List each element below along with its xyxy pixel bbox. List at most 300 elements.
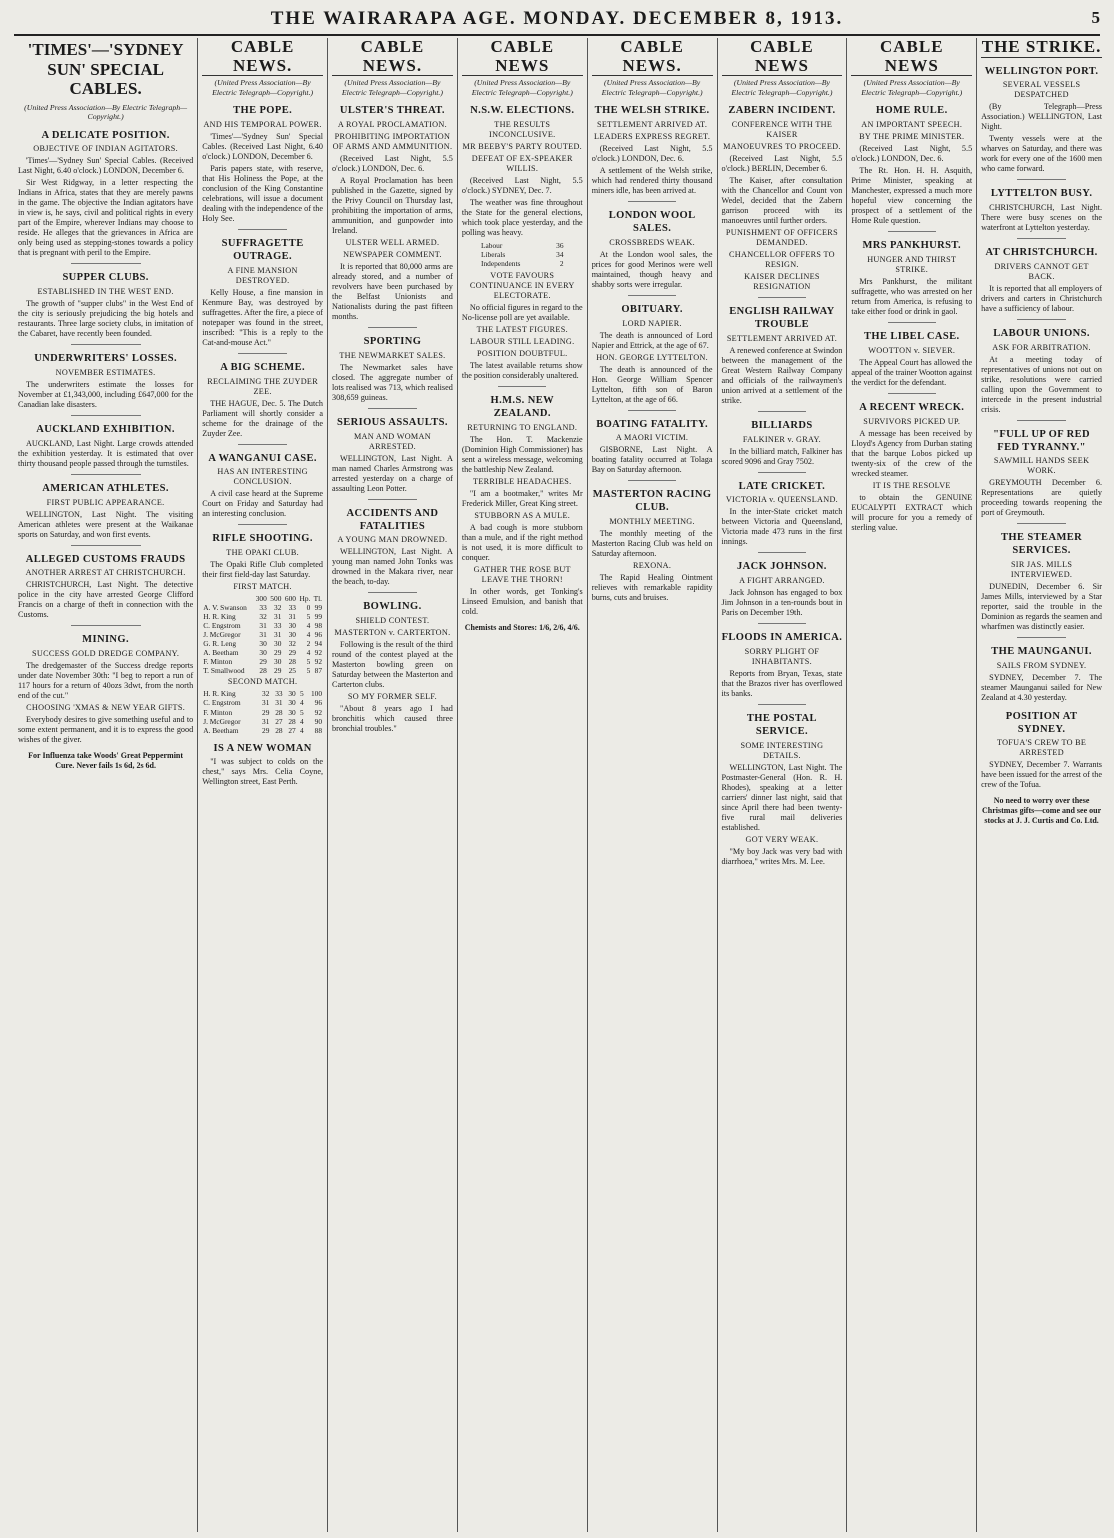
table-cell: 5 <box>299 707 304 717</box>
table-row <box>202 726 323 735</box>
table-row <box>202 717 323 726</box>
article-subheading: A ROYAL PROCLAMATION. <box>337 120 447 130</box>
table-cell: 33 <box>259 603 267 613</box>
table-cell: 90 <box>314 716 323 726</box>
article-paragraph: DUNEDIN, December 6. Sir James Mills, interviewed by a Star reporter, said the trouble in the Dominion as regards the seamen and wharfmen was distinctly easier. <box>981 582 1102 632</box>
column-3 <box>328 38 458 1532</box>
article-paragraph: The Rt. Hon. H. H. Asquith, Prime Minister, speaking at Manchester, expressed a much more hopeful view concerning the prospect of a settlement of the Home Rule question. <box>851 166 973 226</box>
article-paragraph: A settlement of the Welsh strike, which had rendered thirty thousand miners idle, has been arrived at. <box>591 166 713 196</box>
article-paragraph: CHRISTCHURCH, Last Night. There were busy scenes on the waterfront at Lyttelton yesterday. <box>981 203 1102 233</box>
table-cell: 99 <box>314 612 323 622</box>
table-cell: 88 <box>314 725 323 735</box>
table-row <box>202 612 323 621</box>
article-subheading: SHIELD CONTEST. <box>355 616 430 626</box>
article-paragraph: At the London wool sales, the prices for good Merinos were well maintained, though heavy and shabby sorts were irregular. <box>591 249 713 289</box>
credit-line: (United Press Association—By Electric Telegraph—Copyright.) <box>731 78 833 97</box>
article-heading: IS A NEW WOMAN <box>213 742 312 754</box>
article-paragraph: (Received Last Night, 5.5 o'clock.) LONDON, Dec. 6. <box>851 144 973 164</box>
article-paragraph: SYDNEY, December 7. Warrants have been issued for the arrest of the crew of the Tofua. <box>981 760 1102 790</box>
column-6 <box>718 38 848 1532</box>
table-cell: 100 <box>310 689 323 699</box>
column-8 <box>977 38 1106 1532</box>
article-heading: ZABERN INCIDENT. <box>728 105 836 117</box>
article-heading: RIFLE SHOOTING. <box>212 533 313 545</box>
article-heading: AMERICAN ATHLETES. <box>42 482 169 494</box>
article-heading: A BIG SCHEME. <box>220 361 306 373</box>
article-subheading: BY THE PRIME MINISTER. <box>859 132 965 142</box>
article-subheading: DEFEAT OF EX-SPEAKER WILLIS. <box>471 154 573 174</box>
article-paragraph: In the billiard match, Falkiner has scored 9096 and Gray 7502. <box>721 446 843 466</box>
advertisement: Chemists and Stores: 1/6, 2/6, 4/6. <box>464 622 580 632</box>
article-subheading: OBJECTIVE OF INDIAN AGITATORS. <box>33 144 178 154</box>
table-cell: 87 <box>314 666 323 676</box>
article-subheading: REXONA. <box>632 560 672 570</box>
table-cell: 92 <box>314 707 323 717</box>
article-heading: LABOUR UNIONS. <box>993 328 1090 340</box>
table-cell: 28 <box>288 657 296 667</box>
article-paragraph: A renewed conference at Swindon between the management of the Great Western Railway Company and officials of the railwaymen's union arrived at a settlement of the strike. <box>721 345 843 405</box>
divider <box>1017 238 1065 239</box>
table-row <box>202 657 323 666</box>
article-subheading: PROHIBITING IMPORTATION OF ARMS AND AMMUNITION. <box>332 132 453 152</box>
divider <box>238 353 286 354</box>
table-cell: 33 <box>274 621 282 631</box>
table-cell: 29 <box>259 657 267 667</box>
article-heading: A WANGANUI CASE. <box>208 452 317 464</box>
divider <box>1017 319 1065 320</box>
divider <box>71 625 141 626</box>
divider <box>758 623 806 624</box>
article-heading: A DELICATE POSITION. <box>41 129 170 141</box>
table-cell: 27 <box>275 716 283 726</box>
article-heading: SPORTING <box>363 336 422 348</box>
table-cell: J. McGregor <box>203 630 241 640</box>
article-paragraph: GREYMOUTH December 6. Representations are quietly proceeding towards reopening the port of Greymouth. <box>981 478 1102 518</box>
table-row <box>202 603 323 612</box>
article-subheading: LEADERS EXPRESS REGRET. <box>594 132 711 142</box>
article-subheading: SURVIVORS PICKED UP. <box>863 416 961 426</box>
article-heading: MASTERTON RACING CLUB. <box>592 489 712 514</box>
credit-line: (United Press Association—By Electric Telegraph—Copyright.) <box>601 78 703 97</box>
article-paragraph: No official figures in regard to the No-license poll are yet available. <box>461 303 583 323</box>
article-heading: JACK JOHNSON. <box>737 561 827 573</box>
table-cell: 32 <box>262 689 270 699</box>
article-heading: LATE CRICKET. <box>738 480 826 492</box>
table-cell: 28 <box>288 716 296 726</box>
article-paragraph: WELLINGTON, Last Night. The Postmaster-General (Hon. R. H. Rhodes), speaking at a letter carriers' dinner last night, said that since April there had been twenty-five rural mail deliveries established. <box>721 762 843 832</box>
article-paragraph: (By Telegraph—Press Association.) WELLINGTON, Last Night. <box>981 102 1102 132</box>
table-cell: 2 <box>306 639 311 649</box>
article-subheading: IT IS THE RESOLVE <box>872 480 951 490</box>
divider <box>71 545 141 546</box>
article-heading: MRS PANKHURST. <box>862 240 962 252</box>
table-cell: 29 <box>274 648 282 658</box>
table-cell: 4 <box>306 630 311 640</box>
divider <box>628 410 676 411</box>
article-subheading: THE NEWMARKET SALES. <box>339 350 446 360</box>
article-heading: N.S.W. ELECTIONS. <box>470 105 575 117</box>
table-cell: 2 <box>559 259 564 269</box>
table-header-cell <box>202 594 253 603</box>
article-heading: ENGLISH RAILWAY TROUBLE <box>729 306 835 330</box>
table-cell: 30 <box>288 698 296 708</box>
divider <box>758 472 806 473</box>
article-heading: LYTTELTON BUSY. <box>990 188 1093 200</box>
table-cell: 33 <box>275 689 283 699</box>
table-cell: 33 <box>288 603 296 613</box>
table-cell: 31 <box>274 630 282 640</box>
article-subheading: TOFUA'S CREW TO BE ARRESTED <box>996 738 1087 758</box>
table-cell: H. R. King <box>203 612 236 622</box>
table-cell: 31 <box>259 621 267 631</box>
article-subheading: ANOTHER ARREST AT CHRISTCHURCH. <box>25 568 186 578</box>
divider <box>71 263 141 264</box>
table-cell: 30 <box>288 621 296 631</box>
credit-line: (United Press Association—By Electric Telegraph—Copyright.) <box>341 78 443 97</box>
article-paragraph: A message has been received by Lloyd's Agency from Durban stating that the barque Lobos picked up twenty-six of the crew of the wrecked steamer. <box>851 428 973 478</box>
table-row <box>480 241 565 250</box>
table-cell: 29 <box>262 725 270 735</box>
divider <box>71 344 141 345</box>
divider <box>368 592 416 593</box>
table-header-cell: Tl. <box>313 594 323 604</box>
article-paragraph: The latest available returns show the position considerably unaltered. <box>461 361 583 381</box>
table-row <box>480 250 565 259</box>
table-cell: 30 <box>274 657 282 667</box>
credit-line: (United Press Association—By Electric Telegraph—Copyright.) <box>471 78 573 97</box>
article-subheading: LORD NAPIER. <box>622 318 682 328</box>
divider <box>758 552 806 553</box>
divider <box>888 231 936 232</box>
article-heading: SUPPER CLUBS. <box>62 272 149 284</box>
cable-news-heading: CABLE NEWS. <box>592 38 713 76</box>
article-heading: THE MAUNGANUI. <box>991 646 1092 658</box>
article-paragraph: The dredgemaster of the Success dredge reports under date November 30th: "I beg to report a run of 117 hours for a return of 40ozs 3dwt, from the north end of the cut." <box>18 661 194 701</box>
article-subheading: THE OPAKI CLUB. <box>226 548 299 558</box>
article-paragraph: WELLINGTON, Last Night. The visiting American athletes were present at the Waikanae sports on Saturday, and won first events. <box>18 509 194 539</box>
article-heading: A RECENT WRECK. <box>859 401 965 413</box>
article-subheading: SETTLEMENT ARRIVED AT. <box>726 333 838 343</box>
divider <box>238 229 286 230</box>
divider <box>71 415 141 416</box>
divider <box>758 411 806 412</box>
article-subheading: A FIGHT ARRANGED. <box>739 576 825 586</box>
article-heading: THE POSTAL SERVICE. <box>746 712 817 737</box>
article-subheading: HAS AN INTERESTING CONCLUSION. <box>217 467 308 487</box>
article-paragraph: (Received Last Night, 5.5 o'clock.) SYDNEY, Dec. 7. <box>461 176 583 196</box>
divider <box>368 327 416 328</box>
divider <box>238 444 286 445</box>
article-subheading: LABOUR STILL LEADING. <box>470 337 575 347</box>
table-cell: F. Minton <box>203 707 233 717</box>
table-cell: 29 <box>262 707 270 717</box>
article-paragraph: The Hon. T. Mackenzie (Dominion High Commissioner) has sent a wireless message, welcoming the battleship New Zealand. <box>461 434 583 474</box>
article-subheading: CHOOSING 'XMAS & NEW YEAR GIFTS. <box>26 703 186 713</box>
table-cell: 31 <box>275 698 283 708</box>
article-paragraph: The weather was fine throughout the State for the general elections, which took place yesterday, and the polling was heavy. <box>461 198 583 238</box>
table-cell: 31 <box>262 698 270 708</box>
divider <box>368 408 416 409</box>
article-paragraph: WELLINGTON, Last Night. A man named Charles Armstrong was arrested yesterday on a charge of assaulting Leon Potter. <box>332 453 453 493</box>
table-cell: 5 <box>306 666 311 676</box>
article-paragraph: The growth of "supper clubs" in the West End of the city is seriously prejudicing the big hotels and restaurants. Three large society clubs, in imitation of the Cabaret, have recently been founded. <box>18 299 194 339</box>
article-subheading: WOOTTON v. SIEVER. <box>868 345 956 355</box>
article-subheading: HUNGER AND THIRST STRIKE. <box>867 254 957 274</box>
table-cell: 4 <box>299 725 304 735</box>
divider <box>1017 637 1065 638</box>
article-paragraph: A Royal Proclamation has been published in the Gazette, signed by the Privy Council on Thursday last, prohibiting the importation of arms, ammunition, and gunpowder into Ireland. <box>332 176 453 236</box>
article-paragraph: A bad cough is more stubborn than a mule, and if the right method is not used, it is more difficult to conquer. <box>461 522 583 562</box>
article-heading: AUCKLAND EXHIBITION. <box>36 424 175 436</box>
article-subheading: AND HIS TEMPORAL POWER. <box>203 120 322 130</box>
table-cell: 36 <box>556 241 564 251</box>
article-paragraph: The Appeal Court has allowed the appeal of the trainer Wootton against the verdict for the defendant. <box>851 357 973 387</box>
table-cell: T. Smallwood <box>203 666 245 676</box>
article-paragraph: (Received Last Night, 5.5 o'clock.) LONDON, Dec. 6. <box>332 154 453 174</box>
article-paragraph: It is reported that all employers of drivers and carters in Christchurch have a sufficiency of labour. <box>981 284 1102 314</box>
article-heading: "FULL UP OF RED FED TYRANNY." <box>993 428 1091 453</box>
article-heading: HOME RULE. <box>875 105 948 117</box>
table-header-cell: Hp. <box>299 594 311 604</box>
page-number: 5 <box>1091 8 1100 27</box>
article-paragraph: In other words, get Tonking's Linseed Emulsion, and banish that cold. <box>461 586 583 616</box>
table-header-cell: 500 <box>270 594 282 604</box>
article-subheading: POSITION DOUBTFUL. <box>477 349 568 359</box>
article-paragraph: Sir West Ridgway, in a letter respecting the Indians in Africa, states that they are merely pawns in the game. The objective the Indian agitators have in view is, he says, civil and political rights in every part of the Empire, wherever Indians may choose to reside. He alleges that the grievances in Africa are only being used as stepping-stones towards a policy that is pregnant with peril to the Empire. <box>18 178 194 258</box>
cable-news-heading: CABLE NEWS <box>722 38 843 76</box>
table-header-cell: 300 <box>255 594 267 604</box>
article-paragraph: Paris papers state, with reserve, that His Holiness the Pope, at the conclusion of the King Constantine celebrations, will issue a document dealing with the independence of the Holy See. <box>202 164 324 224</box>
table-cell: C. Engstrom <box>203 621 241 631</box>
article-subheading: FIRST PUBLIC APPEARANCE. <box>46 497 165 507</box>
advertisement: For Influenza take Woods' Great Peppermint Cure. Never fails 1s 6d, 2s 6d. <box>28 751 184 770</box>
article-subheading: FALKINER v. GRAY. <box>742 434 821 444</box>
scores-table-first-match <box>202 594 323 675</box>
article-subheading: MR BEEBY'S PARTY ROUTED. <box>462 142 583 152</box>
article-paragraph: GISBORNE, Last Night. A boating fatality occurred at Tolaga Bay on Saturday afternoon. <box>591 445 713 475</box>
column-5 <box>588 38 718 1532</box>
divider <box>628 295 676 296</box>
election-tally-table <box>480 241 565 268</box>
divider <box>71 474 141 475</box>
table-cell: 92 <box>314 657 323 667</box>
divider <box>368 499 416 500</box>
table-cell: 32 <box>259 612 267 622</box>
table-cell: 4 <box>306 648 311 658</box>
article-heading: OBITUARY. <box>621 303 683 315</box>
article-subheading: VICTORIA v. QUEENSLAND. <box>725 495 839 505</box>
article-paragraph: "About 8 years ago I had bronchitis which caused three bronchial troubles." <box>332 704 453 734</box>
masthead-title: THE WAIRARAPA AGE. MONDAY. DECEMBER 8, 1913. <box>270 8 844 29</box>
article-paragraph: CHRISTCHURCH, Last Night. The detective police in the city have arrested George Clifford Francis on a charge of theft in connection with the Customs. <box>18 580 194 620</box>
article-heading: H.M.S. NEW ZEALAND. <box>490 395 555 420</box>
table-cell: 30 <box>259 648 267 658</box>
table-cell: 5 <box>306 612 311 622</box>
table-heading: FIRST MATCH. <box>233 582 292 592</box>
divider <box>758 297 806 298</box>
table-cell: 98 <box>314 621 323 631</box>
advertisement: No need to worry over these Christmas gifts—come and see our stocks at J. J. Curtis and Co. Ltd. <box>982 796 1102 825</box>
table-cell: 92 <box>314 648 323 658</box>
divider <box>498 386 546 387</box>
article-paragraph: 'Times'—'Sydney Sun' Special Cables. (Received Last Night, 6.40 o'clock.) LONDON, December 6. <box>202 132 324 162</box>
table-cell: 31 <box>262 716 270 726</box>
article-subheading: SEVERAL VESSELS DESPATCHED <box>1002 80 1081 100</box>
article-subheading: HON. GEORGE LYTTELTON. <box>596 352 708 362</box>
table-cell: 31 <box>259 630 267 640</box>
article-paragraph: At a meeting today of representatives of unions not out on strike, resolutions were carried calling upon the Government to intercede in the present industrial crisis. <box>981 354 1102 414</box>
article-subheading: MONTHLY MEETING. <box>609 516 695 526</box>
masthead <box>14 0 1100 36</box>
cable-news-heading: CABLE NEWS <box>851 38 972 76</box>
table-heading: SECOND MATCH. <box>227 677 298 687</box>
article-subheading: TERRIBLE HEADACHES. <box>473 476 572 486</box>
table-cell: 30 <box>288 689 296 699</box>
article-subheading: A MAORI VICTIM. <box>615 433 689 443</box>
cable-news-heading: CABLE NEWS. <box>202 38 323 76</box>
article-subheading: ESTABLISHED IN THE WEST END. <box>37 287 174 297</box>
table-cell: 0 <box>306 603 311 613</box>
divider <box>628 480 676 481</box>
column-7 <box>847 38 977 1532</box>
article-heading: SERIOUS ASSAULTS. <box>337 416 448 428</box>
table-cell: 34 <box>556 250 564 260</box>
table-cell: 99 <box>314 603 323 613</box>
column-2 <box>198 38 328 1532</box>
table-row <box>202 639 323 648</box>
article-subheading: THE RESULTS INCONCLUSIVE. <box>489 120 556 140</box>
table-cell: 5 <box>299 689 304 699</box>
table-cell: 30 <box>288 630 296 640</box>
table-row <box>202 698 323 707</box>
table-cell: Liberals <box>480 250 506 260</box>
article-subheading: STUBBORN AS A MULE. <box>474 510 571 520</box>
table-row <box>202 648 323 657</box>
article-subheading: MASTERTON v. CARTERTON. <box>334 628 451 638</box>
article-heading: FLOODS IN AMERICA. <box>721 632 843 644</box>
article-subheading: SIR JAS. MILLS INTERVIEWED. <box>1010 560 1073 580</box>
article-paragraph: "I am a bootmaker," writes Mr Frederick Miller, Great King street. <box>461 488 583 508</box>
article-subheading: CHANCELLOR OFFERS TO RESIGN. <box>729 250 835 270</box>
article-paragraph: 'Times'—'Sydney Sun' Special Cables. (Received Last Night, 6.40 o'clock.) LONDON, December 6. <box>18 156 194 176</box>
article-paragraph: The Rapid Healing Ointment relieves with remarkable rapidity burns, cuts and bruises. <box>591 572 713 602</box>
article-heading: THE LIBEL CASE. <box>863 330 960 342</box>
article-subheading: SAWMILL HANDS SEEK WORK. <box>993 456 1090 476</box>
article-paragraph: (Received Last Night, 5.5 o'clock.) LONDON, Dec. 6. <box>591 144 713 164</box>
table-cell: 28 <box>275 707 283 717</box>
table-row <box>202 708 323 717</box>
scores-table-second-match <box>202 689 323 734</box>
article-heading: BILLIARDS <box>751 419 813 431</box>
table-cell: C. Engstrom <box>203 698 241 708</box>
article-paragraph: THE HAGUE, Dec. 5. The Dutch Parliament will shortly consider a scheme for the drainage of the Zuyder Zee. <box>202 398 324 438</box>
divider <box>1017 420 1065 421</box>
table-cell: 30 <box>288 707 296 717</box>
article-paragraph: The Kaiser, after consultation with the Chancellor and Count von Wedel, decided that the Zabern garrison proceed with its manoeuvres until further orders. <box>721 176 843 226</box>
divider <box>888 322 936 323</box>
table-header-cell: 600 <box>284 594 296 604</box>
article-heading: LONDON WOOL SALES. <box>608 210 696 234</box>
special-cables-heading: 'TIMES'—'SYDNEY SUN' SPECIAL CABLES. <box>27 40 184 99</box>
table-cell: 96 <box>314 630 323 640</box>
article-subheading: SAILS FROM SYDNEY. <box>996 660 1087 670</box>
table-row <box>202 630 323 639</box>
table-cell: 28 <box>259 666 267 676</box>
table-cell: 28 <box>275 725 283 735</box>
article-paragraph: AUCKLAND, Last Night. Large crowds attended the exhibition yesterday. It is estimated that over thirty thousand people passed through the turnstiles. <box>18 438 194 468</box>
table-cell: 96 <box>314 698 323 708</box>
article-paragraph: It is reported that 80,000 arms are already stored, and a number of revolvers have been purchased by the Belfast Unionists and Nationalists during the past fifteen months. <box>332 262 453 322</box>
table-cell: 27 <box>288 725 296 735</box>
divider <box>238 524 286 525</box>
table-cell: 29 <box>288 648 296 658</box>
article-subheading: SORRY PLIGHT OF INHABITANTS. <box>744 646 820 666</box>
table-cell: Independents <box>480 259 521 269</box>
table-cell: 4 <box>306 621 311 631</box>
article-paragraph: Mrs Pankhurst, the militant suffragette, who was arrested on her return from America, is refusing to take either food or drink in gaol. <box>851 276 973 316</box>
article-paragraph: The monthly meeting of the Masterton Racing Club was held on Saturday afternoon. <box>591 528 713 558</box>
table-cell: 25 <box>288 666 296 676</box>
table-cell: 31 <box>288 612 296 622</box>
column-1 <box>14 38 198 1532</box>
article-subheading: A YOUNG MAN DROWNED. <box>337 535 448 545</box>
article-subheading: MANOEUVRES TO PROCEED. <box>723 142 841 152</box>
article-heading: SUFFRAGETTE OUTRAGE. <box>221 238 304 262</box>
article-paragraph: (Received Last Night, 5.5 o'clock.) BERLIN, December 6. <box>721 154 843 174</box>
article-paragraph: "My boy Jack was very bad with diarrhoea," writes Mrs. M. Lee. <box>721 846 843 866</box>
article-subheading: SOME INTERESTING DETAILS. <box>740 740 824 760</box>
article-paragraph: In the inter-State cricket match between Victoria and Queensland, Victoria made 473 runs in the first innings. <box>721 507 843 547</box>
article-subheading: NEWSPAPER COMMENT. <box>343 250 442 260</box>
article-heading: THE WELSH STRIKE. <box>594 105 710 117</box>
article-paragraph: Twenty vessels were at the wharves on Saturday, and there was work for every one of the 1600 men who came forward. <box>981 134 1102 174</box>
table-cell: J. McGregor <box>203 716 241 726</box>
article-subheading: MAN AND WOMAN ARRESTED. <box>353 431 431 451</box>
table-cell: 4 <box>299 716 304 726</box>
article-paragraph: Following is the result of the third round of the contest played at the Masterton bowling green on Saturday between the Masterton and Carterton clubs. <box>332 640 453 690</box>
article-subheading: RETURNING TO ENGLAND. <box>467 422 578 432</box>
article-heading: BOWLING. <box>363 601 422 613</box>
cable-news-heading: CABLE NEWS. <box>332 38 453 76</box>
divider <box>758 704 806 705</box>
divider <box>888 393 936 394</box>
article-paragraph: to obtain the GENUINE EUCALYPTI EXTRACT which will procure for you a remedy of sterling value. <box>851 492 973 532</box>
table-cell: 32 <box>288 639 296 649</box>
article-paragraph: Reports from Bryan, Texas, state that the Brazos river has overflowed its banks. <box>721 668 843 698</box>
article-paragraph: The underwriters estimate the losses for November at £1,343,000, including £647,000 for the Canadian lake disasters. <box>18 380 194 410</box>
strike-heading: THE STRIKE. <box>981 38 1102 56</box>
table-row <box>202 621 323 630</box>
columns <box>14 38 1106 1532</box>
table-cell: H. R. King <box>203 689 236 699</box>
table-cell: 30 <box>274 639 282 649</box>
article-subheading: A FINE MANSION DESTROYED. <box>227 265 298 285</box>
table-cell: 5 <box>306 657 311 667</box>
article-subheading: ASK FOR ARBITRATION. <box>992 342 1091 352</box>
table-row <box>202 666 323 675</box>
article-subheading: SUCCESS GOLD DREDGE COMPANY. <box>32 649 180 659</box>
table-cell: 32 <box>274 603 282 613</box>
divider <box>1017 523 1065 524</box>
article-paragraph: The death is announced of Lord Napier and Ettrick, at the age of 67. <box>591 330 713 350</box>
table-cell: 4 <box>299 698 304 708</box>
article-heading: WELLINGTON PORT. <box>984 65 1099 77</box>
credit-line: (United Press Association—By Electric Telegraph—Copyright.) <box>861 78 963 97</box>
article-paragraph: "I was subject to colds on the chest," says Mrs. Celia Coyne, Wellington street, East Perth. <box>202 757 324 787</box>
table-row <box>480 259 565 268</box>
article-subheading: THE LATEST FIGURES. <box>476 325 568 335</box>
cable-news-heading: CABLE NEWS <box>462 38 583 76</box>
